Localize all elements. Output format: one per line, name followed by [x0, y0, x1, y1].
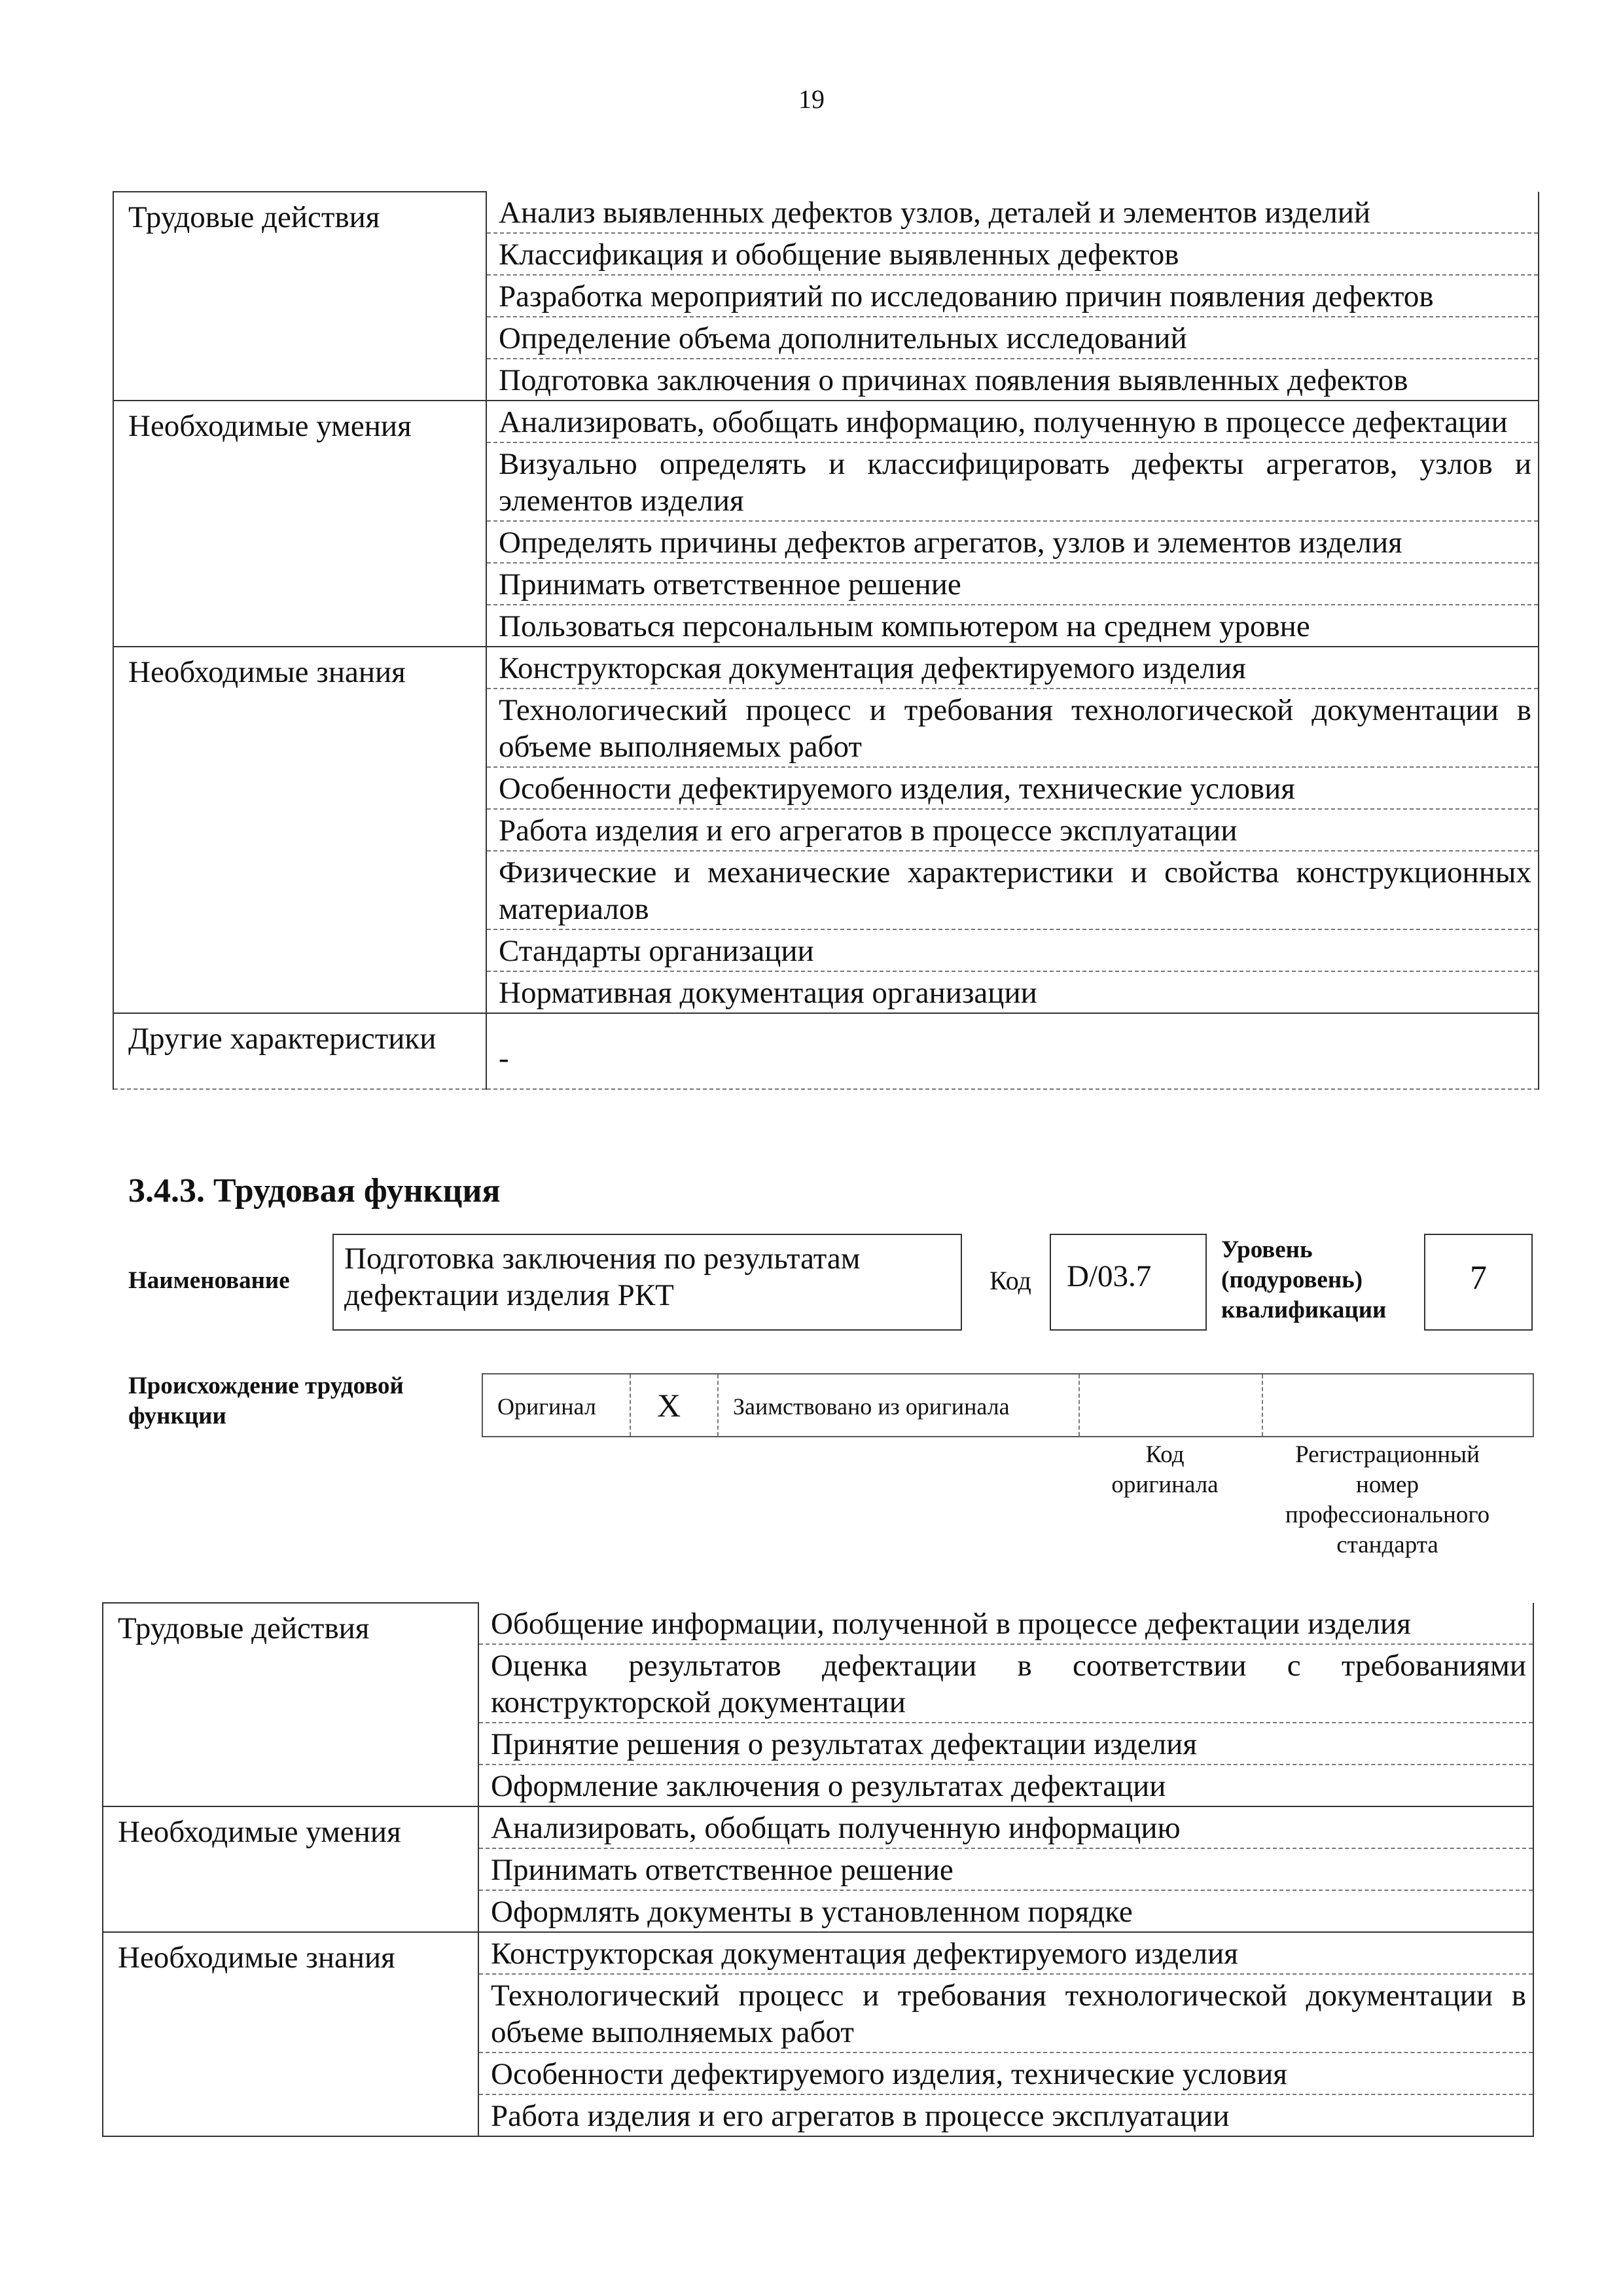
group-label: Необходимые знания [103, 1932, 478, 2136]
table-cell: Стандарты организации [486, 929, 1539, 971]
section-heading: 3.4.3. Трудовая функция [128, 1172, 501, 1210]
table-cell: Анализировать, обобщать полученную информацию [478, 1806, 1533, 1848]
code-original-caption-1: Код [1145, 1441, 1185, 1468]
table-cell: Конструкторская документация дефектируемого изделия [486, 647, 1539, 689]
table-cell: - [486, 1013, 1539, 1089]
table-cell: Оформление заключения о результатах дефектации [478, 1765, 1533, 1806]
borrowed-cell: Заимствовано из оригинала [719, 1374, 1080, 1436]
table-cell: Принимать ответственное решение [478, 1848, 1533, 1890]
code-original-caption-2: оригинала [1111, 1471, 1219, 1498]
registration-caption-2: номер [1356, 1471, 1419, 1498]
code-value-box: D/03.7 [1050, 1234, 1207, 1331]
origin-row [482, 1373, 1534, 1437]
code-label: Код [990, 1266, 1031, 1295]
level-label-1: Уровень [1221, 1236, 1313, 1263]
work-function-table-1 [113, 191, 1539, 1090]
table-cell: Анализ выявленных дефектов узлов, деталей и элементов изделий [486, 192, 1539, 233]
table-cell: Оценка результатов дефектации в соответствии с требованиями конструкторской документации [478, 1644, 1533, 1723]
table-cell: Визуально определять и классифицировать дефекты агрегатов, узлов и элементов изделия [486, 442, 1539, 521]
page-number: 19 [798, 84, 825, 114]
table-cell: Физические и механические характеристики и свойства конструкционных материалов [486, 851, 1539, 929]
code-original-caption [1086, 1440, 1243, 1500]
group-label: Необходимые умения [113, 401, 486, 647]
table-cell: Определять причины дефектов агрегатов, узлов и элементов изделия [486, 521, 1539, 563]
table-cell: Обобщение информации, полученной в процессе дефектации изделия [478, 1603, 1533, 1644]
table-cell: Технологический процесс и требования технологической документации в объеме выполняемых работ [478, 1974, 1533, 2053]
function-name-box: Подготовка заключения по результатам дефектации изделия РКТ [332, 1234, 962, 1331]
table-cell: Конструкторская документация дефектируемого изделия [478, 1932, 1533, 1974]
table-cell: Работа изделия и его агрегатов в процессе эксплуатации [486, 809, 1539, 851]
group-label: Трудовые действия [103, 1603, 478, 1806]
table-cell: Оформлять документы в установленном порядке [478, 1890, 1533, 1932]
table-cell: Подготовка заключения о причинах появления выявленных дефектов [486, 359, 1539, 401]
table-cell: Разработка мероприятий по исследованию причин появления дефектов [486, 275, 1539, 317]
name-label: Наименование [128, 1267, 290, 1294]
registration-caption [1243, 1440, 1531, 1560]
table-cell: Принимать ответственное решение [486, 563, 1539, 605]
code-original-cell [1080, 1374, 1263, 1436]
table-cell: Принятие решения о результатах дефектации изделия [478, 1723, 1533, 1765]
origin-label-1: Происхождение трудовой [128, 1372, 404, 1399]
origin-label-2: функции [128, 1403, 226, 1429]
group-label: Необходимые умения [103, 1806, 478, 1932]
group-label: Трудовые действия [113, 192, 486, 401]
group-label: Необходимые знания [113, 647, 486, 1013]
group-label: Другие характеристики [113, 1013, 486, 1089]
level-value-box: 7 [1424, 1234, 1533, 1331]
work-function-table-2 [102, 1602, 1534, 2137]
level-label-2: (подуровень) [1221, 1266, 1363, 1293]
registration-caption-4: стандарта [1336, 1532, 1438, 1558]
registration-caption-3: профессионального [1285, 1501, 1490, 1528]
table-cell: Классификация и обобщение выявленных дефектов [486, 233, 1539, 275]
original-mark-cell: X [631, 1374, 719, 1436]
table-cell: Определение объема дополнительных исследований [486, 317, 1539, 359]
table-cell: Работа изделия и его агрегатов в процессе эксплуатации [478, 2094, 1533, 2136]
level-label-3: квалификации [1221, 1297, 1387, 1323]
table-cell: Пользоваться персональным компьютером на среднем уровне [486, 605, 1539, 647]
table-cell: Технологический процесс и требования технологической документации в объеме выполняемых работ [486, 689, 1539, 767]
table-cell: Особенности дефектируемого изделия, технические условия [478, 2053, 1533, 2094]
table-cell: Нормативная документация организации [486, 971, 1539, 1013]
table-cell: Анализировать, обобщать информацию, полученную в процессе дефектации [486, 401, 1539, 442]
registration-number-cell [1263, 1374, 1533, 1436]
original-cell: Оригинал [483, 1374, 631, 1436]
table-cell: Особенности дефектируемого изделия, технические условия [486, 767, 1539, 809]
registration-caption-1: Регистрационный [1295, 1441, 1480, 1468]
